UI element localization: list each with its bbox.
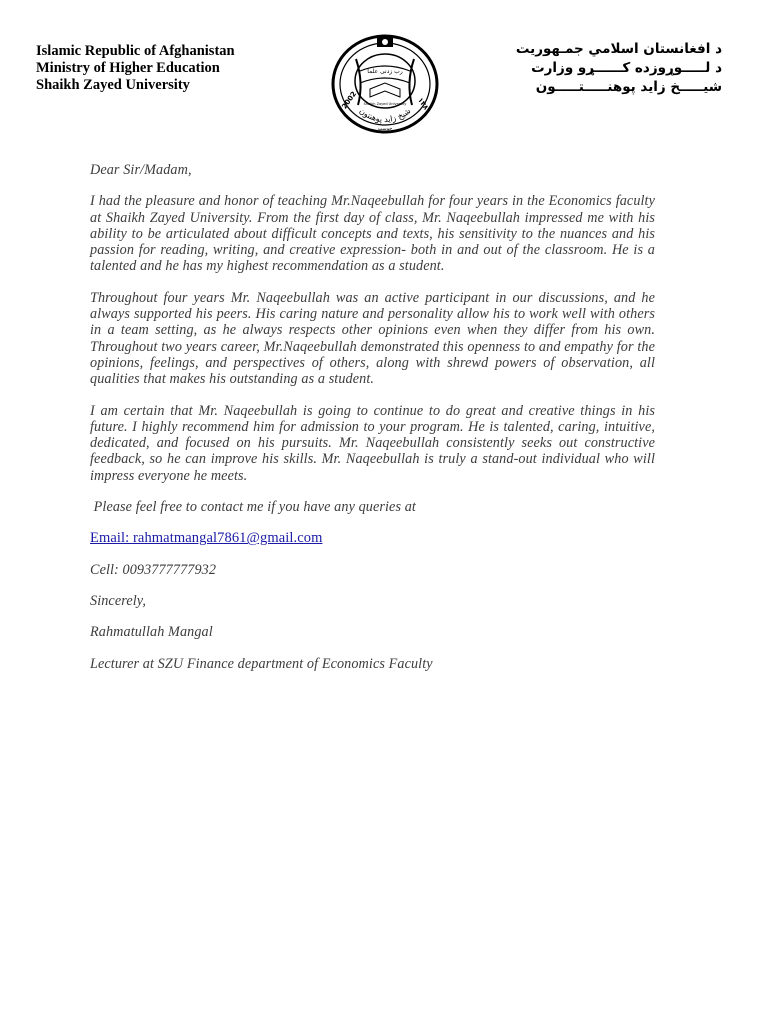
paragraph-3: I am certain that Mr. Naqeebullah is going to continue to do great and creative things in his future. I highly recommend him for admission to your program. He is talented, caring, intuitive, dedicated, and focused on his pursuits. Mr. Naqeebullah consistently seeks out constructive feedback, so he can improve his skills. Mr. Naqeebullah is truly a stand-out individual who will impress everyone he meets.	[90, 402, 655, 484]
header-right-block	[516, 40, 722, 97]
contact-intro: Please feel free to contact me if you have any queries at	[90, 499, 416, 516]
seal-inner-text: رب زدنى علما	[367, 68, 403, 75]
header-left-line-1: Islamic Republic of Afghanistan	[36, 43, 235, 59]
header-left-line-2: Ministry of Higher Education	[36, 60, 220, 76]
header-left-line-3: Shaikh Zayed University	[36, 77, 190, 93]
university-seal-logo	[330, 33, 440, 135]
cell-number: Cell: 0093777777932	[90, 561, 217, 578]
header-left-block	[36, 43, 235, 94]
paragraph-2: Throughout four years Mr. Naqeebullah was an active participant in our discussions, and he always supported his peers. His caring nature and personality allow his to work well with others in a team setting, as he always respects other opinions even when they differ from his own. Throughout two years career, Mr.Naqeebullah demonstrated this openness to and empathy for the opinions, feelings, and perspectives of others, along with shrewd powers of observation, all qualities that makes his outstanding as a student.	[90, 289, 655, 388]
seal-ring-text: شیخ زاید پوهنتون	[357, 106, 413, 125]
header-right-line-3: شيـــــخ زايد پوهنـــــتـــــون	[535, 79, 722, 95]
header-right-line-2: د لـــــوړوزده كــــــړو وزارت	[531, 60, 722, 76]
seal-year: 2002	[340, 90, 359, 111]
salutation: Dear Sir/Madam,	[90, 162, 192, 178]
email-link[interactable]: Email: rahmatmangal7861@gmail.com	[90, 530, 323, 547]
signer-name: Rahmatullah Mangal	[90, 624, 213, 641]
header-right-line-1: د افغانستان اسلامي جمـهوريت	[515, 41, 722, 57]
letter-body	[90, 162, 655, 687]
seal-inner-latin: Shaikh Zayed University	[363, 102, 407, 106]
seal-bottom-text: خوست	[377, 126, 393, 132]
signer-title: Lecturer at SZU Finance department of Economics Faculty	[90, 655, 433, 672]
seal-hijri-year: ۱۳۸۱	[416, 96, 433, 115]
paragraph-1: I had the pleasure and honor of teaching Mr.Naqeebullah for four years in the Economics faculty at Shaikh Zayed University. From the first day of class, Mr. Naqeebullah impressed me with his ability to be articulated about difficult concepts and texts, his sensitivity to the nuances and his passion for reading, writing, and creative expression- both in and out of the classroom. He is a talented and he has my highest recommendation as a student.	[90, 193, 655, 275]
closing: Sincerely,	[90, 592, 147, 609]
